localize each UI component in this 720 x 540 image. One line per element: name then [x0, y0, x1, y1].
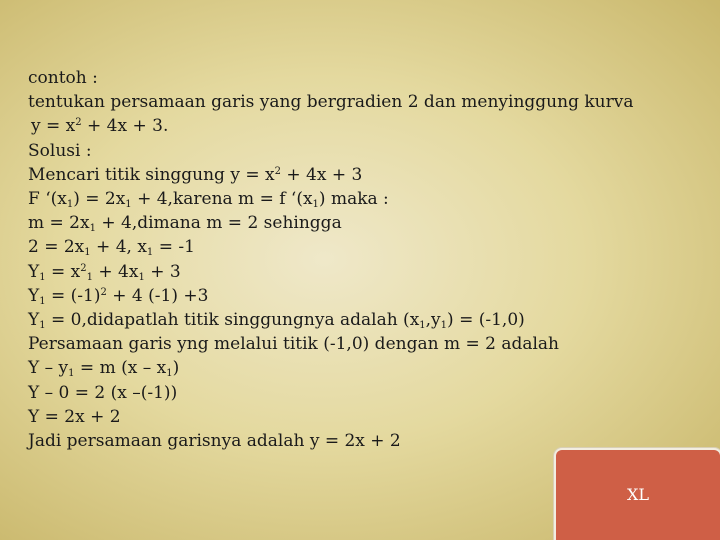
text-line-14: Y – 0 = 2 (x –(-1)) [28, 382, 178, 403]
text-segment: Mencari titik singgung y = x [28, 164, 275, 185]
text-line-3 [28, 114, 688, 138]
text-line-6 [28, 187, 688, 211]
text-line-11 [28, 308, 688, 332]
text-segment: + 4x [93, 261, 139, 282]
text-line-16: Jadi persamaan garisnya adalah y = 2x + 2 [28, 431, 401, 452]
superscript: 2 [274, 165, 281, 177]
text-line-12: Persamaan garis yng melalui titik (-1,0) dengan m = 2 adalah [28, 334, 560, 355]
text-segment: = (-1) [45, 285, 101, 306]
subscript: 1 [440, 320, 448, 332]
text-segment: F ‘(x [28, 189, 67, 210]
text-line-5 [28, 163, 688, 187]
text-segment: Y [28, 261, 40, 282]
text-segment: = 0,didapatlah titik singgungnya adalah (x [45, 310, 420, 331]
subscript: 1 [166, 368, 173, 380]
text-segment: + 4x + 3 [280, 164, 363, 185]
text-line-10 [28, 284, 688, 308]
text-segment: + 4,karena m = f ‘(x [131, 189, 313, 210]
solution-text-block [28, 66, 688, 453]
text-line-4: Solusi : [28, 140, 92, 161]
subscript: 1 [312, 199, 319, 211]
text-segment: = m (x – x [74, 358, 167, 379]
subscript: 1 [146, 247, 154, 259]
text-segment: ,y [425, 310, 441, 331]
text-segment: m = 2x [28, 213, 90, 234]
text-segment: Y [28, 285, 40, 306]
subscript: 1 [66, 199, 74, 211]
text-line-13 [28, 356, 688, 380]
subscript: 1 [39, 295, 46, 307]
text-segment: = -1 [153, 237, 195, 258]
subscript: 1 [39, 271, 46, 283]
text-segment: + 4x + 3. [81, 116, 169, 137]
text-line-2: tentukan persamaan garis yang bergradien 2 dan menyinggung kurva [28, 92, 634, 113]
xl-badge [556, 450, 720, 540]
text-segment: + 4,dimana m = 2 sehingga [95, 213, 342, 234]
subscript: 1 [419, 320, 426, 332]
subscript: 1 [39, 320, 46, 332]
text-segment: + 4, x [90, 237, 147, 258]
subscript: 1 [138, 271, 145, 283]
text-segment: ) [172, 358, 180, 379]
text-line-1: contoh : [28, 68, 98, 88]
text-segment: ) = 2x [73, 189, 126, 210]
superscript: 2 [75, 117, 82, 129]
text-segment: + 4 (-1) +3 [106, 285, 209, 306]
text-line-8 [28, 235, 688, 259]
text-segment: + 3 [144, 261, 181, 282]
text-segment: Y [28, 310, 40, 331]
subscript: 1 [68, 368, 75, 380]
subscript: 1 [89, 223, 96, 235]
text-segment: Y – y [28, 358, 69, 379]
subscript: 1 [84, 247, 91, 259]
text-segment: ) maka : [318, 189, 389, 210]
xl-badge-label: XL [626, 485, 649, 504]
text-line-15: Y = 2x + 2 [28, 406, 121, 427]
text-segment: = x [45, 261, 81, 282]
superscript: 2 [100, 286, 107, 298]
subscript: 1 [125, 199, 132, 211]
text-segment: y = x [31, 116, 76, 137]
text-line-9 [28, 260, 688, 284]
superscript: 2 [80, 262, 87, 274]
text-line-7 [28, 211, 688, 235]
text-segment: 2 = 2x [28, 237, 85, 258]
text-segment: ) = (-1,0) [447, 310, 525, 331]
subscript: 1 [86, 271, 93, 283]
